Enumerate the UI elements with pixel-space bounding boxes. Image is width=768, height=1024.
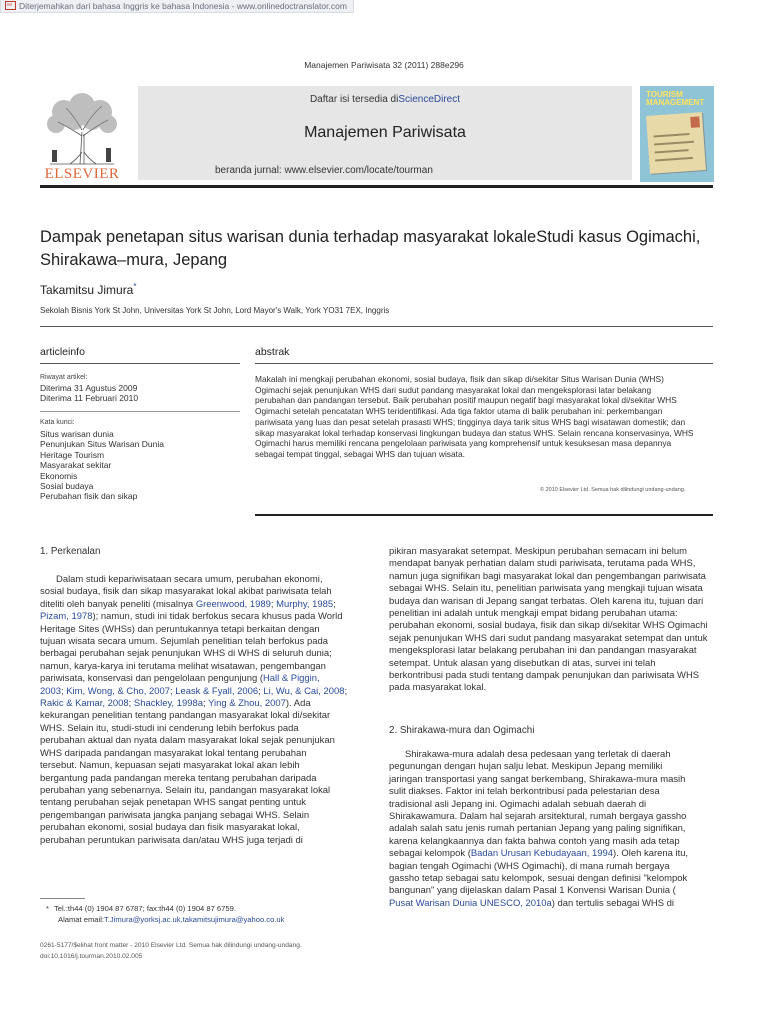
citation-link[interactable]: Rakic & Kamar, 2008 [40, 698, 129, 710]
article-title: Dampak penetapan situs warisan dunia terhadap masyarakat lokaleStudi kasus Ogimachi, Shirakawa–mura, Jepang [40, 228, 701, 269]
text-run: ; [203, 698, 209, 710]
abstract-line: Makalah ini mengkaji perubahan ekonomi, sosial budaya, fisik dan sikap di/sekitar Situs Warisan Dunia (WHS) [255, 374, 664, 384]
text-line [40, 586, 370, 598]
text-run: budaya dan warisan di Jepang sangat terbatas. Oleh karena itu, tujuan dari [389, 595, 704, 607]
text-line [389, 571, 719, 583]
text-run: WHS daripada pandangan masyarakat lokal tentang perubahan [40, 747, 307, 759]
text-line [389, 861, 719, 873]
footnote-phone: Tel.:th44 (0) 1904 87 6787; fax:th44 (0) 1904 87 6759. [53, 904, 236, 913]
footnote-mark: * [46, 904, 49, 913]
text-run: perubahan yang sebenarnya. Selain itu, pandangan masyarakat lokal [40, 784, 331, 796]
text-run: namun juga signifikan bagi masyarakat lokal dan pengembangan pariwisata [389, 570, 706, 582]
text-run: Dalam studi kepariwisataan secara umum, perubahan ekonomi, [56, 574, 323, 585]
text-line [389, 823, 719, 835]
text-line [40, 599, 370, 611]
text-line [40, 810, 370, 822]
cover-title: TOURISM MANAGEMENT [646, 90, 705, 107]
author-name: Takamitsu Jimura [40, 283, 134, 297]
text-run: sebagai kelompok ( [389, 848, 471, 860]
keyword-item: Penunjukan Situs Warisan Dunia [40, 439, 164, 450]
text-run: pada masyarakat lokal. [389, 682, 487, 694]
received-date: Diterima 31 Agustus 2009 [40, 383, 138, 393]
abstract-heading: abstrak [255, 346, 290, 358]
history-rule [40, 411, 240, 412]
doi-line[interactable]: doi:10.1016/j.tourman.2010.02.005 [40, 953, 143, 960]
citation-link[interactable]: Ying & Zhou, 2007 [208, 698, 286, 710]
footnote-rule [40, 898, 85, 899]
article-info-heading: articleinfo [40, 346, 85, 358]
text-run: ). Ada [285, 698, 311, 710]
text-line [389, 761, 719, 773]
header-rule [40, 185, 713, 188]
left-column-text [40, 574, 370, 847]
author-footnote-mark[interactable]: * [133, 282, 137, 291]
citation-link[interactable]: Pizam, 1978 [40, 611, 93, 623]
right-column-paragraph-1 [389, 546, 719, 695]
text-run: karena kelangkaannya dan fakta bahwa contoh yang masih ada tetap [389, 835, 680, 847]
text-line [40, 735, 370, 747]
title-rule [40, 326, 713, 327]
text-run: pikiran masyarakat setempat. Meskipun perubahan semacam ini belum [389, 546, 687, 557]
translator-banner[interactable] [0, 0, 354, 13]
section-1-heading: 1. Perkenalan [40, 546, 101, 557]
footnote-email-label: Alamat email: [58, 914, 105, 924]
text-run: pengembangan pariwisata jangka panjang sebagai WHS. Selain [40, 809, 310, 821]
text-line [40, 611, 370, 623]
text-line [389, 596, 719, 608]
abstract-line: Ogimachi sejak penunjukan WHS dari sudut pandang masyarakat lokal dan mengeksplorasi latar belakang [255, 384, 652, 395]
keyword-item: Ekonomis [40, 470, 78, 481]
keyword-item: Perubahan fisik dan sikap [40, 491, 138, 502]
text-run: bergantung pada pandangan mereka tentang perubahan daripada [40, 772, 317, 784]
text-line [389, 811, 719, 823]
copyright-text: 2010 Elsevier Ltd. Semua hak dilindungi undang-undang. [545, 487, 686, 493]
abstract-line: sebagai tempat tinggal, sebagai WHS dan tujuan wisata. [255, 448, 465, 459]
text-line [389, 682, 719, 694]
citation-link[interactable]: Leask & Fyall, 2006 [175, 685, 259, 697]
text-line [40, 673, 370, 685]
citation-link[interactable]: Murphy, 1985 [276, 598, 334, 610]
journal-homepage[interactable]: beranda jurnal: www.elsevier.com/locate/tourman [215, 165, 433, 176]
text-run: tersebut. Namun, kepuasan sejati masyarakat lokal akan lebih [40, 760, 300, 772]
keyword-item: Masyarakat sekitar [40, 460, 112, 471]
text-run: ; [128, 698, 134, 710]
text-run: perubahan ekonomi, sosial budaya, fisik dan sikap di/sekitar WHS Ogimachi [389, 620, 708, 632]
contents-prefix: Daftar isi tersedia di [309, 94, 399, 105]
text-run: perubahan ekonomi, sosial budaya dan fisik masyarakat lokal, [40, 822, 300, 834]
text-line [40, 686, 370, 698]
section-2-heading: 2. Shirakawa-mura dan Ogimachi [389, 725, 535, 736]
text-line [40, 797, 370, 809]
text-run: adalah salah satu jenis rumah pertanian Jepang yang paling signifikan, [389, 823, 686, 835]
text-line [40, 748, 370, 760]
text-line [389, 774, 719, 786]
text-run: sejak penunjukan WHS dari sudut pandang masyarakat setempat dan untuk [389, 632, 708, 644]
text-line [40, 785, 370, 797]
text-line [40, 661, 370, 673]
front-matter-line-1: 0261-5177/$elihat front matter - 2010 Elsevier Ltd. Semua hak dilindungi undang-undang. [40, 942, 302, 949]
footnote-line-2 [52, 915, 284, 926]
abstract-rule [255, 363, 713, 364]
text-run: diteliti oleh banyak peneliti (misalnya [40, 598, 196, 610]
text-run: namun, karya-karya ini terutama melihat wisatawan, pengembangan [40, 660, 326, 672]
abstract-bottom-rule [255, 514, 713, 516]
text-run: tentang perubahan sejak penetapan WHS sangat penting untuk [40, 797, 307, 809]
text-run: sosial budaya, fisik dan sikap masyarakat lokal akibat pariwisata telah [40, 586, 332, 598]
text-run: ); namun, studi ini tidak berfokus secara khusus pada World [92, 611, 343, 623]
text-run: ; [169, 685, 176, 697]
text-line [40, 822, 370, 834]
copyright-symbol: © [540, 487, 546, 493]
text-run: pariwisata, konservasi dan pengelolaan pengunjung ( [40, 673, 263, 685]
text-line [389, 670, 719, 682]
text-run: perubahan peruntukan pariwisata dan/atau WHS juga terjadi di [40, 834, 303, 846]
text-run: ) dan tertulis sebagai WHS di [551, 897, 675, 909]
text-run: berbagai perubahan sejak penunjukan WHS di WHS di seluruh dunia; [40, 648, 332, 660]
text-run: ; [333, 598, 336, 610]
stamp-graphic [690, 116, 700, 128]
keywords-list [40, 429, 164, 502]
accepted-date: Diterima 11 Februari 2010 [40, 393, 139, 403]
text-line [389, 658, 719, 670]
elsevier-wordmark: ELSEVIER [44, 166, 120, 182]
footnote [46, 904, 285, 925]
abstract-text [255, 374, 715, 460]
text-line [40, 648, 370, 660]
text-run: sulit diakses. Faktor ini telah berkontribusi pada pelestarian desa [389, 786, 660, 798]
text-run: ). Oleh karena itu, [613, 848, 689, 860]
text-run: mendapat banyak perhatian dalam studi pariwisata, terutama pada WHS, [389, 558, 696, 570]
affiliation: Sekolah Bisnis York St John, Universitas York St John, Lord Mayor's Walk, York YO31 7EX, Inggris [40, 306, 390, 315]
citation-link[interactable]: Pusat Warisan Dunia UNESCO, 2010a [389, 897, 552, 909]
text-run: Shirakawamura. Dalam hal sejarah arsitektural, rumah bergaya gassho [389, 811, 687, 823]
translator-banner-text: Diterjemahkan dari bahasa Inggris ke bahasa Indonesia - www.onlinedoctranslator.com [19, 1, 347, 11]
abstract-line: perubahan dan pandangan tersebut. Baik perubahan positif maupun negatif bagi masyarakat lokal di/sekitar WHS [255, 395, 677, 406]
text-line [389, 546, 719, 558]
text-run: WHS. Selain itu, studi-studi ini cenderung lebih berfokus pada [40, 722, 299, 734]
citation-link[interactable]: Greenwood, 1989 [195, 598, 271, 610]
citation-link[interactable]: Hall & Piggin, [262, 673, 320, 685]
text-run: kekurangan penelitian tentang pandangan masyarakat lokal di/sekitar [40, 710, 331, 722]
text-line [389, 799, 719, 811]
text-line [40, 760, 370, 772]
abstract-line: Ogimachi harus memiliki rencana pengelolaan pariwisata yang komprehensif untuk kesuksesan masa depannya [255, 438, 672, 449]
author [40, 282, 136, 297]
keywords-label: Kata kunci: [40, 419, 75, 426]
text-run: jaringan transportasi yang sangat berkembang, Shirakawa-mura masih [389, 773, 686, 785]
keyword-item: Heritage Tourism [40, 449, 105, 460]
text-run: bagian tengah Ogimachi (WHS Ogimachi), di mana rumah bergaya [389, 860, 670, 872]
text-line [40, 698, 370, 710]
text-run: ; [344, 685, 348, 697]
text-run: Shirakawa-mura adalah desa pedesaan yang terletak di daerah [405, 749, 671, 760]
postcard-graphic [646, 112, 706, 174]
citation-link[interactable]: 2003 [40, 685, 61, 697]
text-run: mengeksplorasi latar belakang perubahan ini dan pandangan masyarakat [389, 645, 697, 657]
citation-link[interactable]: Badan Urusan Kebudayaan, 1994 [470, 848, 614, 860]
front-matter [40, 940, 302, 962]
text-line [389, 633, 719, 645]
footnote-email-link[interactable]: T.Jimura@yorksj.ac.uk,takamitsujimura@yahoo.co.uk [104, 914, 285, 924]
text-run: tradisional asli Jepang ini. Ogimachi adalah sebuah daerah di [389, 798, 647, 810]
citation-link[interactable]: Li, Wu, & Cai, 2008 [263, 685, 345, 697]
text-line [389, 873, 719, 885]
journal-reference: Manajemen Pariwisata 32 (2011) 288e296 [304, 60, 464, 70]
sciencedirect-link[interactable]: ScienceDirect [398, 94, 461, 105]
text-run: pegunungan dengan hujan salju lebat. Meskipun Jepang memiliki [389, 761, 663, 773]
journal-cover-image [640, 86, 714, 182]
text-line [389, 645, 719, 657]
keyword-item: Situs warisan dunia [40, 429, 114, 439]
text-line [40, 624, 370, 636]
text-line [389, 836, 719, 848]
abstract-line: Ogimachi setelah pencatatan WHS teridentifikasi. Ada tiga faktor utama di balik perubahan ini: perkembangan [255, 406, 663, 417]
text-line [389, 786, 719, 798]
text-run: ; [270, 598, 277, 610]
text-line [389, 583, 719, 595]
text-line [40, 574, 370, 586]
text-run: berkontribusi pada studi tentang dampak penunjukan dan pariwisata WHS [389, 670, 700, 682]
text-run: tujuan wisata secara umum. Sejumlah penelitian telah berfokus pada [40, 636, 329, 648]
article-info-rule [40, 363, 240, 364]
contents-available [138, 94, 632, 105]
text-line [389, 620, 719, 632]
right-column-paragraph-2 [389, 749, 719, 910]
text-line [389, 885, 719, 897]
text-line [389, 898, 719, 910]
text-line [40, 710, 370, 722]
abstract-line: sikap masyarakat lokal terhadap konservasi lingkungan budaya dan status WHS. Selain rencana konservasinya, WHS [255, 427, 694, 438]
abstract-line: pariwisata yang luas dan pesat setelah prasasti WHS; tingginya daya tarik situs WHS bagi wisatawan domestik; dan [255, 416, 686, 427]
text-run: gassho tetap sebagai satu kelompok, sesuai dengan definisi "kelompok [389, 873, 688, 885]
text-run: sebagai WHS. Selain itu, penelitian pariwisata yang mengkaji tujuan wisata [389, 583, 703, 595]
text-run: bangunan" yang dijelaskan dalam Pasal 1 Konvensi Warisan Dunia ( [389, 885, 676, 897]
citation-link[interactable]: Shackley, 1998a [133, 698, 203, 710]
text-line [40, 835, 370, 847]
text-line [389, 558, 719, 570]
text-run: ; [258, 685, 264, 697]
history-label: Riwayat artikel: [40, 374, 88, 381]
keyword-item: Sosial budaya [40, 481, 94, 492]
footnote-line-1 [46, 904, 284, 915]
copyright-line [540, 487, 685, 493]
text-run: setempat. Untuk alasan yang disebutkan di atas, survei ini telah [389, 657, 656, 669]
translate-icon [5, 1, 16, 10]
text-line [40, 773, 370, 785]
citation-link[interactable]: Kim, Wong, & Cho, 2007 [66, 685, 170, 697]
text-run: penelitian ini adalah untuk mengkaji empat bidang perubahan utama: [389, 608, 678, 620]
text-line [40, 723, 370, 735]
text-line [40, 636, 370, 648]
text-run: perubahan aktual dan nyata dalam masyarakat lokal sejak penunjukan [40, 735, 335, 747]
journal-title: Manajemen Pariwisata [304, 124, 466, 141]
text-line [389, 848, 719, 860]
text-run: Heritage Sites (WHSs) dan peruntukannya tetapi berkaitan dengan [40, 623, 320, 635]
text-run: ; [61, 685, 67, 697]
text-line [389, 608, 719, 620]
text-line [389, 749, 719, 761]
